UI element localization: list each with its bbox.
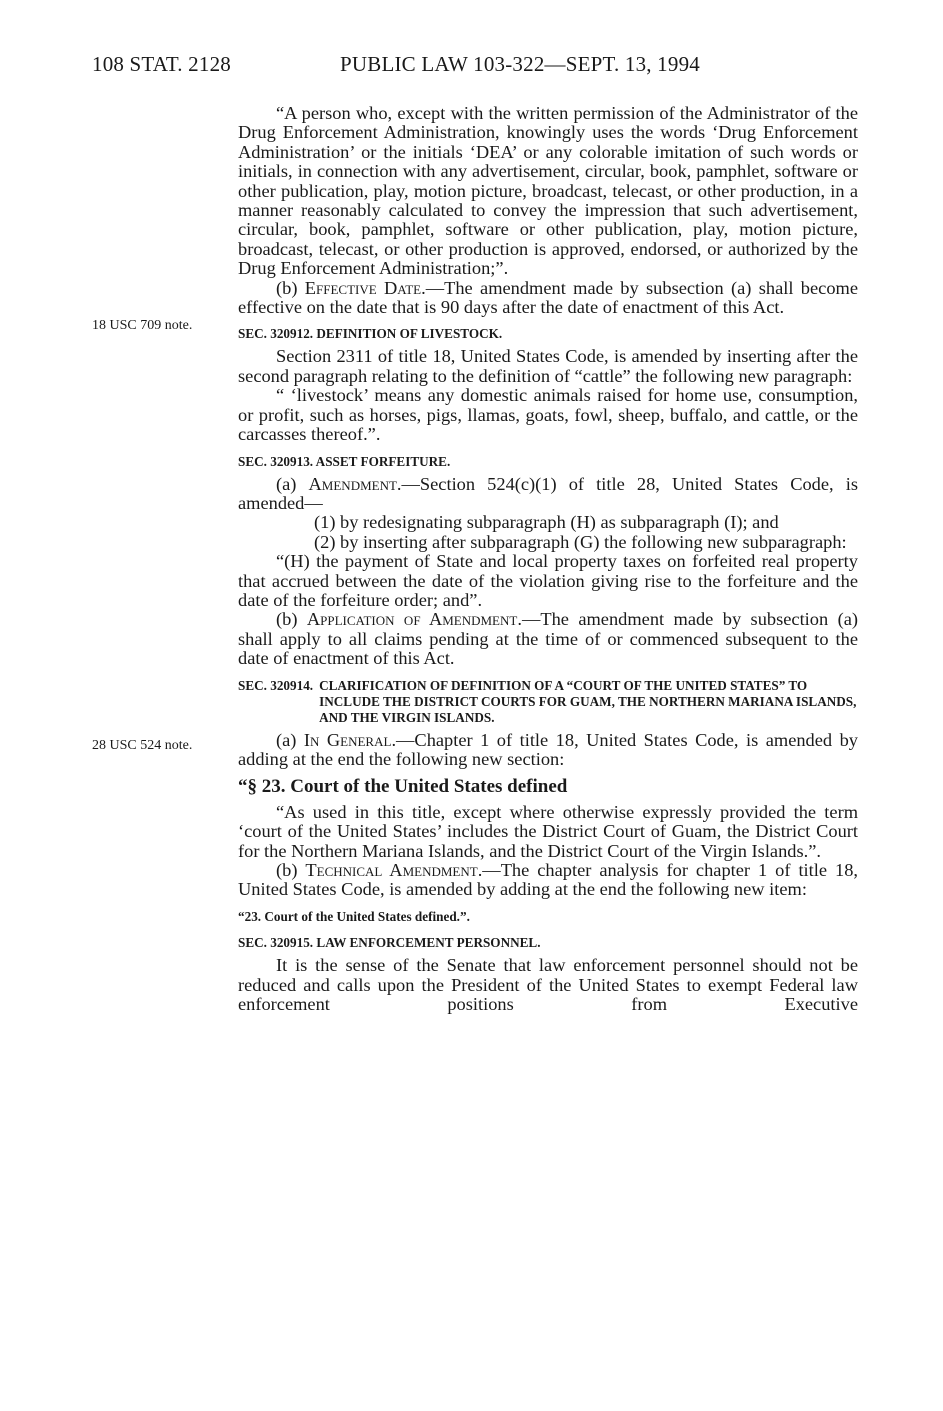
clause-1-paragraph: (1) by redesignating subparagraph (H) as subparagraph (I); and [314, 512, 779, 533]
livestock-definition-paragraph: “ ‘livestock’ means any domestic animals raised for home use, consumption, or profit, such as horses, pigs, llamas, goats, fowl, sheep, buffalo, and cattle, or the carcasses thereof.”. [238, 385, 858, 445]
effective-date-paragraph [238, 279, 858, 318]
in-general-heading: In General [303, 729, 392, 750]
quoted-provision-paragraph: “A person who, except with the written permission of the Administrator of the Drug Enforcement Administration, knowingly uses the words ‘Drug Enforcement Administration’ or the initials ‘DEA’ or any colorable imitation of such words or initials, in connection with any advertisement, circular, book, pamphlet, software or other publication, play, motion picture, broadcast, telecast, or other production, in a manner reasonably calculated to convey the impression that such advertisement, circular, book, pamphlet, software or other publication, play, motion picture, broadcast, telecast, or other production is approved, endorsed, or authorized by the Drug Enforcement Administration;”. [238, 103, 858, 279]
application-text: .—The amendment made by subsection (a) shall apply to all claims pending at the time of or commenced subsequent to the date of enactment of this Act. [238, 609, 858, 669]
section-23-heading: “§ 23. Court of the United States defined [238, 776, 568, 798]
section-heading-320912: SEC. 320912. DEFINITION OF LIVESTOCK. [238, 326, 503, 342]
subparagraph-h-paragraph: “(H) the payment of State and local property taxes on forfeited real property that accrued between the date of the violation giving rise to the forfeiture and the date of the forfeiture order; and”. [238, 551, 858, 610]
section-number-320914: SEC. 320914. [238, 677, 314, 693]
application-paragraph [238, 610, 858, 668]
margin-note-28-usc-524: 28 USC 524 note. [92, 738, 193, 753]
in-general-label: (a) [276, 729, 304, 750]
technical-amendment-text: .—The chapter analysis for chapter 1 of title 18, United States Code, is amended by adding at the end the following new item: [238, 860, 858, 900]
clause-2-paragraph: (2) by inserting after subparagraph (G) the following new subparagraph: [314, 531, 847, 552]
margin-note-18-usc-709: 18 USC 709 note. [92, 318, 193, 333]
effective-date-label: (b) [276, 277, 305, 298]
section-title-320914: CLARIFICATION OF DEFINITION OF A “COURT OF THE UNITED STATES” TO INCLUDE THE DISTRICT COURTS FOR GUAM, THE NORTHERN MARIANA ISLANDS, AND THE VIRGIN ISLANDS. [319, 677, 857, 725]
document-body [238, 104, 858, 1014]
amendment-label: (a) [276, 473, 309, 494]
effective-date-text: .—The amendment made by subsection (a) shall become effective on the date that is 90 days after the date of enactment of this Act. [238, 277, 858, 318]
application-label: (b) [276, 609, 307, 630]
in-general-paragraph [238, 731, 858, 770]
amendment-paragraph [238, 475, 858, 514]
application-heading: Application of Amendment [306, 609, 518, 630]
technical-amendment-heading: Technical Amendment [305, 860, 478, 880]
statute-page-number: 108 STAT. 2128 [92, 52, 231, 76]
technical-amendment-paragraph [238, 861, 858, 900]
section-heading-320914 [238, 678, 858, 726]
section-heading-320915: SEC. 320915. LAW ENFORCEMENT PERSONNEL. [238, 935, 541, 951]
section-heading-320913: SEC. 320913. ASSET FORFEITURE. [238, 453, 451, 469]
amendment-text: .—Section 524(c)(1) of title 28, United States Code, is amended— [238, 473, 858, 513]
court-definition-paragraph: “As used in this title, except where otherwise expressly provided the term ‘court of the United States’ includes the District Court of Guam, the District Court for the Northern Mariana Islands, and the District Court of the Virgin Islands.”. [238, 801, 858, 861]
public-law-heading: PUBLIC LAW 103-322—SEPT. 13, 1994 [340, 52, 700, 76]
law-enforcement-paragraph: It is the sense of the Senate that law enforcement personnel should not be reduced and calls upon the President of the United States to exempt Federal law enforcement positions from Executive [238, 955, 858, 1015]
livestock-intro-paragraph: Section 2311 of title 18, United States Code, is amended by inserting after the second paragraph relating to the definition of “cattle” the following new paragraph: [238, 346, 858, 386]
effective-date-heading: Effective Date [304, 277, 422, 298]
amendment-heading: Amendment [308, 473, 397, 494]
chapter-analysis-item: “23. Court of the United States defined.”. [238, 908, 470, 924]
in-general-text: .—Chapter 1 of title 18, United States Code, is amended by adding at the end the following new section: [238, 729, 858, 769]
technical-amendment-label: (b) [276, 860, 306, 880]
